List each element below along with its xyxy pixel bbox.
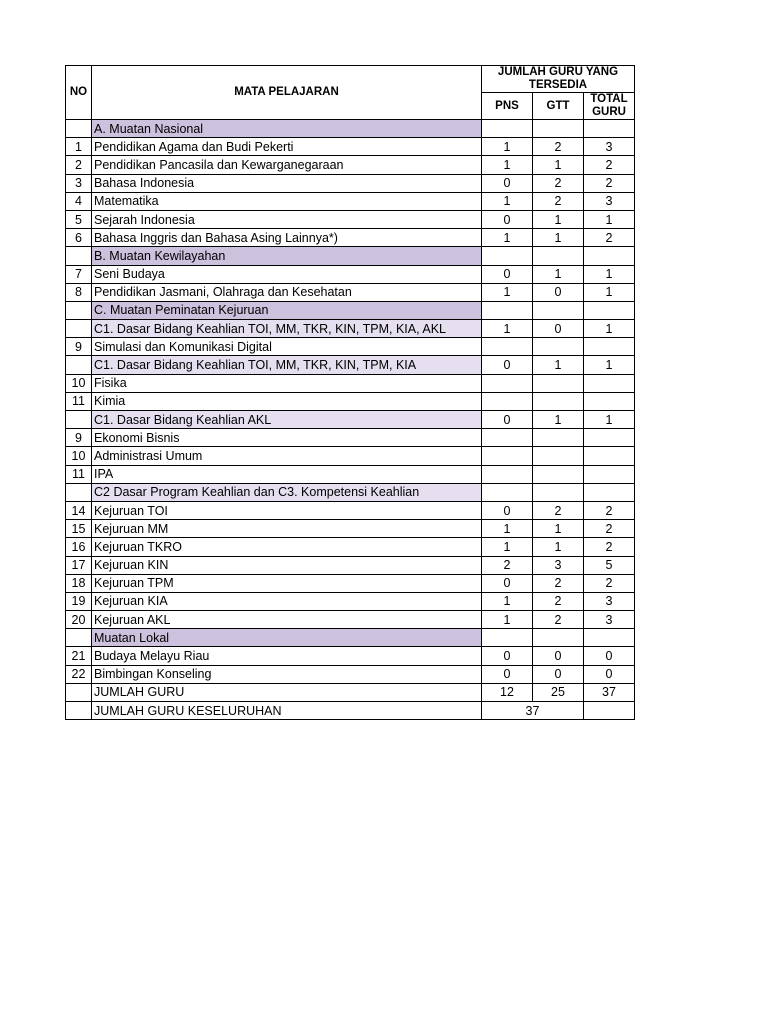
table-row — [66, 611, 635, 629]
row-subject: Kejuruan TKRO — [92, 538, 482, 556]
row-no: 9 — [66, 338, 92, 356]
row-total: 1 — [584, 356, 635, 374]
row-subject: C2 Dasar Program Keahlian dan C3. Kompetensi Keahlian — [92, 483, 482, 501]
table-row — [66, 210, 635, 228]
row-pns: 1 — [482, 229, 533, 247]
row-pns: 0 — [482, 174, 533, 192]
section-row — [66, 247, 635, 265]
row-pns — [482, 301, 533, 319]
header-gtt: GTT — [533, 93, 584, 120]
row-total: 3 — [584, 192, 635, 210]
row-total — [584, 465, 635, 483]
grand-total-row — [66, 702, 635, 720]
header-total: TOTAL GURU — [584, 93, 635, 120]
row-total: 3 — [584, 138, 635, 156]
row-total — [584, 374, 635, 392]
row-subject: Kejuruan TOI — [92, 501, 482, 519]
row-no: 22 — [66, 665, 92, 683]
row-subject: Seni Budaya — [92, 265, 482, 283]
row-no: 2 — [66, 156, 92, 174]
grand-total-label: JUMLAH GURU KESELURUHAN — [92, 702, 482, 720]
table-row — [66, 501, 635, 519]
row-no: 16 — [66, 538, 92, 556]
row-no — [66, 629, 92, 647]
row-subject: Kejuruan KIA — [92, 592, 482, 610]
table-row — [66, 192, 635, 210]
row-pns: 0 — [482, 665, 533, 683]
row-no — [66, 411, 92, 429]
row-total: 2 — [584, 501, 635, 519]
header-pns: PNS — [482, 93, 533, 120]
row-pns — [482, 629, 533, 647]
row-subject: C. Muatan Peminatan Kejuruan — [92, 301, 482, 319]
section-row — [66, 301, 635, 319]
row-subject: C1. Dasar Bidang Keahlian TOI, MM, TKR, KIN, TPM, KIA, AKL — [92, 320, 482, 338]
row-pns — [482, 247, 533, 265]
row-subject: Pendidikan Jasmani, Olahraga dan Kesehatan — [92, 283, 482, 301]
row-no: 18 — [66, 574, 92, 592]
table-row — [66, 683, 635, 701]
row-no: 3 — [66, 174, 92, 192]
row-pns: 0 — [482, 265, 533, 283]
row-total: 3 — [584, 611, 635, 629]
row-total: 5 — [584, 556, 635, 574]
row-gtt: 1 — [533, 210, 584, 228]
table-row — [66, 265, 635, 283]
row-subject: Administrasi Umum — [92, 447, 482, 465]
row-total — [584, 338, 635, 356]
row-pns: 0 — [482, 210, 533, 228]
row-pns: 0 — [482, 356, 533, 374]
row-pns: 0 — [482, 501, 533, 519]
row-gtt: 1 — [533, 156, 584, 174]
row-total — [584, 429, 635, 447]
row-gtt: 0 — [533, 665, 584, 683]
row-gtt — [533, 301, 584, 319]
row-gtt — [533, 392, 584, 410]
row-total: 1 — [584, 265, 635, 283]
table-row — [66, 283, 635, 301]
row-pns: 1 — [482, 156, 533, 174]
row-no: 11 — [66, 392, 92, 410]
row-total — [584, 120, 635, 138]
row-total: 37 — [584, 683, 635, 701]
row-gtt — [533, 465, 584, 483]
row-total — [584, 247, 635, 265]
row-pns: 1 — [482, 192, 533, 210]
row-total — [584, 301, 635, 319]
row-no — [66, 301, 92, 319]
row-pns — [482, 429, 533, 447]
section-row — [66, 629, 635, 647]
row-subject: Sejarah Indonesia — [92, 210, 482, 228]
row-pns: 1 — [482, 538, 533, 556]
row-no: 17 — [66, 556, 92, 574]
row-subject: Simulasi dan Komunikasi Digital — [92, 338, 482, 356]
row-total: 1 — [584, 320, 635, 338]
header-no: NO — [66, 66, 92, 120]
table-row — [66, 520, 635, 538]
row-gtt: 1 — [533, 411, 584, 429]
row-total: 2 — [584, 538, 635, 556]
row-total: 3 — [584, 592, 635, 610]
row-gtt: 2 — [533, 174, 584, 192]
row-total — [584, 392, 635, 410]
row-total: 1 — [584, 411, 635, 429]
row-pns: 0 — [482, 574, 533, 592]
row-no: 4 — [66, 192, 92, 210]
header-subject: MATA PELAJARAN — [92, 66, 482, 120]
row-pns: 1 — [482, 520, 533, 538]
row-no: 20 — [66, 611, 92, 629]
row-total — [584, 447, 635, 465]
row-gtt — [533, 374, 584, 392]
row-gtt — [533, 429, 584, 447]
table-row — [66, 429, 635, 447]
row-total: 2 — [584, 174, 635, 192]
table-row — [66, 665, 635, 683]
row-subject: JUMLAH GURU — [92, 683, 482, 701]
table-row — [66, 556, 635, 574]
row-total: 2 — [584, 520, 635, 538]
row-no: 11 — [66, 465, 92, 483]
row-pns: 2 — [482, 556, 533, 574]
row-no — [66, 683, 92, 701]
row-no: 1 — [66, 138, 92, 156]
row-pns — [482, 374, 533, 392]
section-row — [66, 120, 635, 138]
row-total: 1 — [584, 210, 635, 228]
header-group: JUMLAH GURU YANG TERSEDIA — [482, 66, 635, 93]
row-gtt: 1 — [533, 356, 584, 374]
row-subject: Ekonomi Bisnis — [92, 429, 482, 447]
row-gtt: 0 — [533, 283, 584, 301]
row-pns — [482, 465, 533, 483]
row-subject: Kejuruan TPM — [92, 574, 482, 592]
row-pns: 1 — [482, 320, 533, 338]
table-row — [66, 538, 635, 556]
row-no: 7 — [66, 265, 92, 283]
table-row — [66, 447, 635, 465]
row-subject: Kejuruan MM — [92, 520, 482, 538]
row-total — [584, 629, 635, 647]
row-gtt: 2 — [533, 592, 584, 610]
row-subject: Kejuruan KIN — [92, 556, 482, 574]
section-row — [66, 356, 635, 374]
row-pns — [482, 447, 533, 465]
row-total: 0 — [584, 647, 635, 665]
table-row — [66, 392, 635, 410]
table-row — [66, 174, 635, 192]
table-row — [66, 229, 635, 247]
row-total: 2 — [584, 229, 635, 247]
table-row — [66, 338, 635, 356]
section-row — [66, 483, 635, 501]
row-gtt: 2 — [533, 192, 584, 210]
row-gtt — [533, 447, 584, 465]
row-subject: B. Muatan Kewilayahan — [92, 247, 482, 265]
row-gtt: 1 — [533, 538, 584, 556]
row-no: 21 — [66, 647, 92, 665]
row-pns: 1 — [482, 611, 533, 629]
row-subject: Matematika — [92, 192, 482, 210]
table-body — [66, 120, 635, 702]
row-subject: Pendidikan Pancasila dan Kewarganegaraan — [92, 156, 482, 174]
section-row — [66, 411, 635, 429]
row-gtt — [533, 483, 584, 501]
row-pns: 1 — [482, 283, 533, 301]
teacher-count-table — [65, 65, 635, 720]
row-no: 14 — [66, 501, 92, 519]
row-gtt: 2 — [533, 501, 584, 519]
table-row — [66, 574, 635, 592]
row-pns: 1 — [482, 592, 533, 610]
grand-total-no — [66, 702, 92, 720]
row-subject: C1. Dasar Bidang Keahlian AKL — [92, 411, 482, 429]
row-no: 19 — [66, 592, 92, 610]
row-no — [66, 247, 92, 265]
grand-total-empty — [584, 702, 635, 720]
row-no: 8 — [66, 283, 92, 301]
row-subject: Budaya Melayu Riau — [92, 647, 482, 665]
row-gtt: 1 — [533, 229, 584, 247]
row-total: 1 — [584, 283, 635, 301]
table-row — [66, 465, 635, 483]
row-subject: Bahasa Indonesia — [92, 174, 482, 192]
row-subject: Fisika — [92, 374, 482, 392]
row-no: 6 — [66, 229, 92, 247]
row-gtt: 2 — [533, 611, 584, 629]
row-pns: 1 — [482, 138, 533, 156]
row-no — [66, 320, 92, 338]
row-subject: Muatan Lokal — [92, 629, 482, 647]
row-no: 10 — [66, 374, 92, 392]
row-subject: Kimia — [92, 392, 482, 410]
row-pns — [482, 120, 533, 138]
row-subject: Pendidikan Agama dan Budi Pekerti — [92, 138, 482, 156]
table-header — [66, 66, 635, 120]
row-total: 0 — [584, 665, 635, 683]
row-gtt: 0 — [533, 647, 584, 665]
row-no — [66, 483, 92, 501]
row-gtt: 3 — [533, 556, 584, 574]
section-row — [66, 320, 635, 338]
row-no: 5 — [66, 210, 92, 228]
row-no: 10 — [66, 447, 92, 465]
row-subject: IPA — [92, 465, 482, 483]
row-no: 15 — [66, 520, 92, 538]
row-gtt: 1 — [533, 265, 584, 283]
row-gtt — [533, 629, 584, 647]
row-total: 2 — [584, 574, 635, 592]
row-subject: C1. Dasar Bidang Keahlian TOI, MM, TKR, KIN, TPM, KIA — [92, 356, 482, 374]
table-row — [66, 592, 635, 610]
row-pns — [482, 338, 533, 356]
row-no — [66, 356, 92, 374]
row-subject: Kejuruan AKL — [92, 611, 482, 629]
row-gtt: 2 — [533, 574, 584, 592]
row-gtt: 25 — [533, 683, 584, 701]
row-subject: A. Muatan Nasional — [92, 120, 482, 138]
table-row — [66, 374, 635, 392]
grand-total-value: 37 — [482, 702, 584, 720]
row-pns — [482, 392, 533, 410]
table-row — [66, 647, 635, 665]
row-gtt: 1 — [533, 520, 584, 538]
row-total — [584, 483, 635, 501]
row-subject: Bimbingan Konseling — [92, 665, 482, 683]
row-pns: 0 — [482, 647, 533, 665]
row-subject: Bahasa Inggris dan Bahasa Asing Lainnya*) — [92, 229, 482, 247]
row-gtt: 0 — [533, 320, 584, 338]
row-gtt — [533, 338, 584, 356]
row-gtt: 2 — [533, 138, 584, 156]
row-pns: 12 — [482, 683, 533, 701]
row-no: 9 — [66, 429, 92, 447]
row-pns — [482, 483, 533, 501]
row-no — [66, 120, 92, 138]
table-row — [66, 156, 635, 174]
row-pns: 0 — [482, 411, 533, 429]
row-total: 2 — [584, 156, 635, 174]
row-gtt — [533, 120, 584, 138]
table-row — [66, 138, 635, 156]
row-gtt — [533, 247, 584, 265]
